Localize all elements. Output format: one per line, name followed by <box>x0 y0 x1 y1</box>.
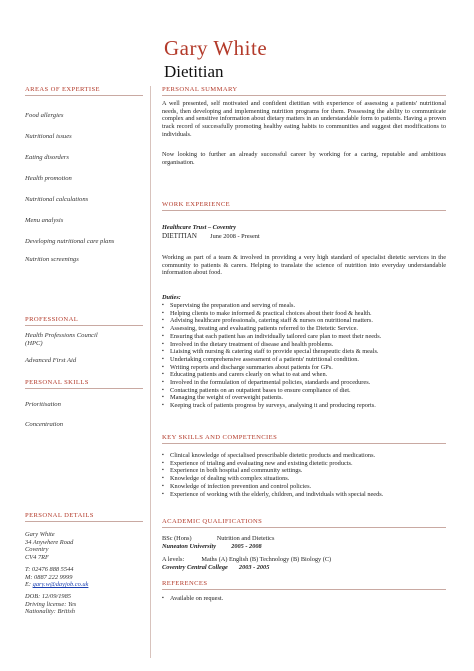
alevels: Maths (A) English (B) Technology (B) Biology (C) <box>201 556 332 563</box>
duties-list <box>162 302 446 410</box>
column-divider <box>150 86 151 658</box>
education-heading: ACADEMIC QUALIFICATIONS <box>162 518 446 528</box>
expertise-item: Developing nutritional care plans <box>25 238 115 245</box>
detail-address-2: Coventry <box>25 546 49 554</box>
detail-postcode: CV4 7RF <box>25 554 49 562</box>
candidate-name: Gary White <box>164 36 268 60</box>
professional-section <box>25 316 143 374</box>
expertise-item: Eating disorders <box>25 154 69 161</box>
personal-skill-item: Prioritisation <box>25 401 61 408</box>
list-item: ▪ Available on request. <box>162 595 446 603</box>
list-item: ▪ Helping clients to make informed & practical choices about their food & health. <box>162 310 446 318</box>
list-item: ▪ Involved in the dietary treatment of disease and health problems. <box>162 341 446 349</box>
expertise-item: Nutrition screenings <box>25 256 79 263</box>
university-years: 2005 - 2008 <box>231 543 262 550</box>
expertise-item: Nutritional calculations <box>25 196 89 203</box>
expertise-item: Nutritional issues <box>25 133 72 140</box>
list-item: ▪ Involved in the formulation of departmental policies, standards and procedures. <box>162 379 446 387</box>
detail-telephone: T: 02476 888 5544 <box>25 565 74 573</box>
alevels-label: A levels: <box>162 556 185 563</box>
detail-email-prefix: E: <box>25 581 33 589</box>
expertise-item: Menu analysis <box>25 217 64 224</box>
employer: Healthcare Trust – Coventry <box>162 224 237 231</box>
alevels-row <box>162 556 331 563</box>
list-item: ▪ Assessing, treating and evaluating patients referred to the Dietetic Service. <box>162 325 446 333</box>
list-item: ▪ Educating patients and carers clearly on what to eat and when. <box>162 371 446 379</box>
list-item: ▪ Advising healthcare professionals, catering staff & nurses on nutritional matters. <box>162 317 446 325</box>
summary-paragraph: A well presented, self motivated and confident dietitian with experience of assessing a patients' nutritional needs, then developing and implementing nutrition programs for them. Possessing the ability to communicate complex and sensitive information about dietary matters in an understandable form to patients. Having a proven track record of successfully promoting healthy eating habits to communities and suggest diet modifications to individuals. <box>162 100 446 138</box>
list-item: ▪ Undertaking comprehensive assessment of a patients' nutritional condition. <box>162 356 446 364</box>
summary-heading: PERSONAL SUMMARY <box>162 86 446 96</box>
detail-name: Gary White <box>25 531 55 538</box>
key-skills-list <box>162 452 446 498</box>
experience-heading: WORK EXPERIENCE <box>162 201 446 211</box>
detail-nationality: Nationality: British <box>25 608 75 616</box>
university-row <box>162 543 262 550</box>
list-item: ▪ Keeping track of patients progress by surveys, analysing it and producing reports. <box>162 402 446 410</box>
list-item: ▪ Clinical knowledge of specialised prescribable dietetic products and medications. <box>162 452 446 460</box>
list-item: ▪ Experience in both hospital and community settings. <box>162 467 446 475</box>
college-years: 2003 - 2005 <box>238 564 270 571</box>
detail-dob: DOB: 12/09/1985 <box>25 592 71 600</box>
list-item: ▪ Writing reports and discharge summaries about patients for GPs. <box>162 364 446 372</box>
email-link[interactable]: gary.w@dayjob.co.uk <box>32 581 89 589</box>
college: Coventry Central College <box>162 564 228 571</box>
degree: BSc (Hons) <box>162 535 192 542</box>
university: Nuneaton University <box>162 543 217 550</box>
professional-heading: PROFESSIONAL <box>25 316 143 326</box>
degree-subject: Nutrition and Dietetics <box>216 535 275 542</box>
list-item: ▪ Managing the weight of overweight patients. <box>162 394 446 402</box>
list-item: ▪ Liaising with nursing & catering staff to provide special therapeutic diets & meals. <box>162 348 446 356</box>
personal-details-heading: PERSONAL DETAILS <box>25 512 143 522</box>
job-title: Dietitian <box>164 62 224 81</box>
degree-row <box>162 535 274 542</box>
personal-skills-heading: PERSONAL SKILLS <box>25 379 143 389</box>
professional-item: Health Professions Council (HPC) <box>25 332 98 347</box>
list-item: ▪ Knowledge of dealing with complex situations. <box>162 475 446 483</box>
detail-driving-license: Driving license: Yes <box>25 600 77 608</box>
list-item: ▪ Experience of working with the elderly, children, and individuals with special needs. <box>162 491 446 499</box>
role-title: DIETITIAN <box>162 232 197 240</box>
detail-address-1: 34 Anywhere Road <box>25 538 74 546</box>
references-list <box>162 595 446 603</box>
personal-skill-item: Concentration <box>25 421 64 428</box>
personal-details-section <box>25 512 143 616</box>
list-item: ▪ Ensuring that each patient has an individually tailored care plan to meet their needs. <box>162 333 446 341</box>
expertise-item: Food allergies <box>25 112 64 119</box>
references-heading: REFERENCES <box>162 580 446 590</box>
summary-paragraph-2: Now looking to further an already successful career by working for a caring, reputable and ambitious organisation. <box>162 151 446 166</box>
role-row <box>162 232 260 240</box>
detail-email-row <box>25 581 143 589</box>
duties-label: Duties: <box>162 294 181 301</box>
list-item: ▪ Contacting patients on an outpatient bases to ensure compliance of diet. <box>162 387 446 395</box>
expertise-heading: AREAS OF EXPERTISE <box>25 86 143 96</box>
personal-skills-section <box>25 379 143 438</box>
role-description: Working as part of a team & involved in providing a very high standard of specialist dietetic services in the community to patients & carers. Helping to translate the science of nutrition into everyday understandable information about food. <box>162 254 446 277</box>
professional-item: Advanced First Aid <box>25 357 77 364</box>
expertise-section <box>25 86 143 273</box>
detail-mobile: M: 0887 222 9999 <box>25 573 73 581</box>
expertise-item: Health promotion <box>25 175 72 182</box>
college-row <box>162 564 269 571</box>
key-skills-heading: KEY SKILLS AND COMPETENCIES <box>162 434 446 444</box>
list-item: ▪ Knowledge of infection prevention and control policies. <box>162 483 446 491</box>
list-item: ▪ Experience of trialing and evaluating new and existing dietetic products. <box>162 460 446 468</box>
role-dates: June 2008 - Present <box>210 233 260 240</box>
list-item: ▪ Supervising the preparation and serving of meals. <box>162 302 446 310</box>
